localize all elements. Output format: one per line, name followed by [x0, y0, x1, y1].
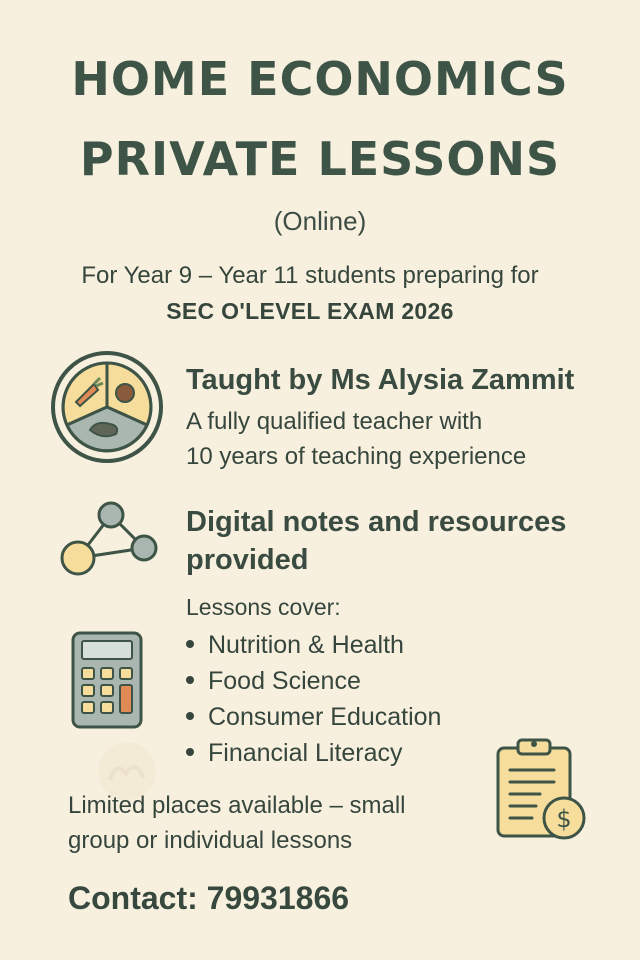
teacher-description-line-2: 10 years of teaching experience: [186, 443, 527, 470]
calculator-icon: [70, 630, 144, 730]
audience-line-2: SEC O'LEVEL EXAM 2026: [166, 298, 454, 324]
topic-label: Nutrition & Health: [208, 631, 404, 659]
clipboard-dollar-icon: [494, 736, 588, 842]
list-item: [186, 628, 441, 664]
food-plate-icon: [50, 350, 164, 464]
online-subtitle: (Online): [273, 206, 367, 236]
topic-label: Financial Literacy: [208, 739, 403, 767]
teacher-heading: Taught by Ms Alysia Zammit: [186, 364, 575, 396]
list-item: [186, 664, 441, 700]
topics-list: [186, 628, 441, 772]
bullet-icon: [186, 640, 194, 648]
teacher-description-line-1: A fully qualified teacher with: [186, 408, 483, 435]
resources-heading-line-2: provided: [186, 544, 309, 576]
topic-label: Food Science: [208, 667, 361, 695]
availability-line-2: group or individual lessons: [68, 827, 353, 854]
list-item: [186, 700, 441, 736]
svg-text:$: $: [556, 805, 572, 833]
network-nodes-icon: [58, 500, 162, 582]
contact-phone: Contact: 79931866: [68, 880, 350, 916]
bullet-icon: [186, 676, 194, 684]
availability-line-1: Limited places available – small: [68, 792, 406, 819]
lessons-label: Lessons cover:: [186, 594, 341, 620]
title-line-1: HOME ECONOMICS: [71, 52, 569, 106]
audience-line-1: For Year 9 – Year 11 students preparing for: [81, 262, 539, 289]
list-item: [186, 736, 441, 772]
bullet-icon: [186, 748, 194, 756]
bullet-icon: [186, 712, 194, 720]
title-line-2: PRIVATE LESSONS: [79, 132, 561, 186]
resources-heading-line-1: Digital notes and resources: [186, 506, 567, 538]
topic-label: Consumer Education: [208, 703, 442, 731]
